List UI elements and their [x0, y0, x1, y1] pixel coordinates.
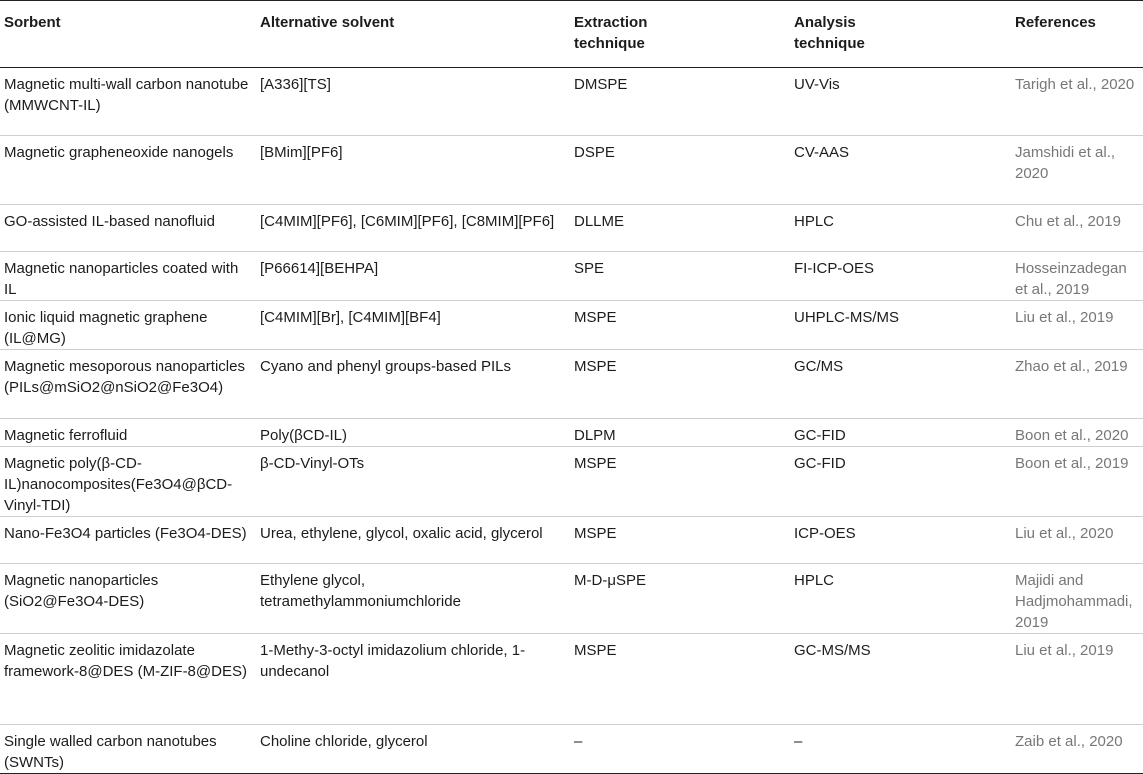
- solvent-cell: Poly(βCD-IL): [256, 419, 570, 447]
- solvent-cell: [BMim][PF6]: [256, 136, 570, 205]
- solvent-cell: 1-Methy-3-octyl imidazolium chloride, 1-undecanol: [256, 634, 570, 725]
- table-body: [0, 68, 1143, 774]
- sorbent-cell: GO-assisted IL-based nanofluid: [0, 205, 256, 252]
- extraction-cell: DLLME: [570, 205, 790, 252]
- sorbent-cell: Single walled carbon nanotubes (SWNTs): [0, 725, 256, 774]
- header-extraction-technique: Extraction technique: [570, 1, 790, 68]
- table-row: [0, 725, 1143, 774]
- solvent-cell: Ethylene glycol, tetramethylammoniumchloride: [256, 564, 570, 634]
- analysis-cell: GC/MS: [790, 350, 1011, 419]
- analysis-cell: UV-Vis: [790, 68, 1011, 136]
- extraction-cell: SPE: [570, 252, 790, 301]
- table-row: [0, 564, 1143, 634]
- header-alternative-solvent: Alternative solvent: [256, 1, 570, 68]
- header-analysis-technique: Analysis technique: [790, 1, 1011, 68]
- table-row: [0, 68, 1143, 136]
- sorbent-cell: Magnetic nanoparticles coated with IL: [0, 252, 256, 301]
- reference-cell: Zaib et al., 2020: [1011, 725, 1143, 774]
- sorbent-cell: Magnetic poly(β-CD-IL)nanocomposites(Fe3O4@βCD-Vinyl-TDI): [0, 447, 256, 517]
- table-row: [0, 634, 1143, 725]
- sorbent-cell: Ionic liquid magnetic graphene (IL@MG): [0, 301, 256, 350]
- solvent-cell: [P66614][BEHPA]: [256, 252, 570, 301]
- reference-cell: Liu et al., 2019: [1011, 634, 1143, 725]
- extraction-cell: MSPE: [570, 634, 790, 725]
- sorbent-cell: Nano-Fe3O4 particles (Fe3O4-DES): [0, 517, 256, 564]
- reference-cell: Zhao et al., 2019: [1011, 350, 1143, 419]
- header-references: References: [1011, 1, 1143, 68]
- reference-cell: Chu et al., 2019: [1011, 205, 1143, 252]
- extraction-cell: MSPE: [570, 301, 790, 350]
- extraction-cell: MSPE: [570, 350, 790, 419]
- analysis-cell: GC-FID: [790, 447, 1011, 517]
- reference-cell: Boon et al., 2020: [1011, 419, 1143, 447]
- sorbent-cell: Magnetic grapheneoxide nanogels: [0, 136, 256, 205]
- analysis-cell: GC-FID: [790, 419, 1011, 447]
- solvent-cell: Urea, ethylene, glycol, oxalic acid, glycerol: [256, 517, 570, 564]
- extraction-cell: M-D-μSPE: [570, 564, 790, 634]
- header-sorbent: Sorbent: [0, 1, 256, 68]
- reference-cell: Majidi and Hadjmohammadi, 2019: [1011, 564, 1143, 634]
- extraction-cell: MSPE: [570, 517, 790, 564]
- table-row: [0, 136, 1143, 205]
- analysis-cell: ICP-OES: [790, 517, 1011, 564]
- extraction-cell: DLPM: [570, 419, 790, 447]
- analysis-cell: UHPLC-MS/MS: [790, 301, 1011, 350]
- header-row: [0, 1, 1143, 68]
- solvent-cell: [C4MIM][Br], [C4MIM][BF4]: [256, 301, 570, 350]
- table-row: [0, 419, 1143, 447]
- analysis-cell: HPLC: [790, 205, 1011, 252]
- sorbent-cell: Magnetic nanoparticles (SiO2@Fe3O4-DES): [0, 564, 256, 634]
- solvent-cell: β-CD-Vinyl-OTs: [256, 447, 570, 517]
- table-row: [0, 301, 1143, 350]
- extraction-cell: DMSPE: [570, 68, 790, 136]
- analysis-cell: FI-ICP-OES: [790, 252, 1011, 301]
- table-row: [0, 252, 1143, 301]
- analysis-cell: CV-AAS: [790, 136, 1011, 205]
- table-row: [0, 517, 1143, 564]
- reference-cell: Liu et al., 2019: [1011, 301, 1143, 350]
- analysis-cell: GC-MS/MS: [790, 634, 1011, 725]
- solvent-cell: [A336][TS]: [256, 68, 570, 136]
- analysis-cell: HPLC: [790, 564, 1011, 634]
- sorbent-cell: Magnetic zeolitic imidazolate framework-8@DES (M-ZIF-8@DES): [0, 634, 256, 725]
- reference-cell: Boon et al., 2019: [1011, 447, 1143, 517]
- analysis-cell: –: [790, 725, 1011, 774]
- extraction-cell: DSPE: [570, 136, 790, 205]
- sorbent-cell: Magnetic mesoporous nanoparticles (PILs@mSiO2@nSiO2@Fe3O4): [0, 350, 256, 419]
- reference-cell: Hosseinzadegan et al., 2019: [1011, 252, 1143, 301]
- sorbent-cell: Magnetic ferrofluid: [0, 419, 256, 447]
- extraction-cell: –: [570, 725, 790, 774]
- table-row: [0, 447, 1143, 517]
- reference-cell: Tarigh et al., 2020: [1011, 68, 1143, 136]
- reference-cell: Jamshidi et al., 2020: [1011, 136, 1143, 205]
- reference-cell: Liu et al., 2020: [1011, 517, 1143, 564]
- solvent-cell: Choline chloride, glycerol: [256, 725, 570, 774]
- sorbent-cell: Magnetic multi-wall carbon nanotube (MMWCNT-IL): [0, 68, 256, 136]
- table-row: [0, 205, 1143, 252]
- extraction-cell: MSPE: [570, 447, 790, 517]
- solvent-cell: [C4MIM][PF6], [C6MIM][PF6], [C8MIM][PF6]: [256, 205, 570, 252]
- solvent-cell: Cyano and phenyl groups-based PILs: [256, 350, 570, 419]
- table-row: [0, 350, 1143, 419]
